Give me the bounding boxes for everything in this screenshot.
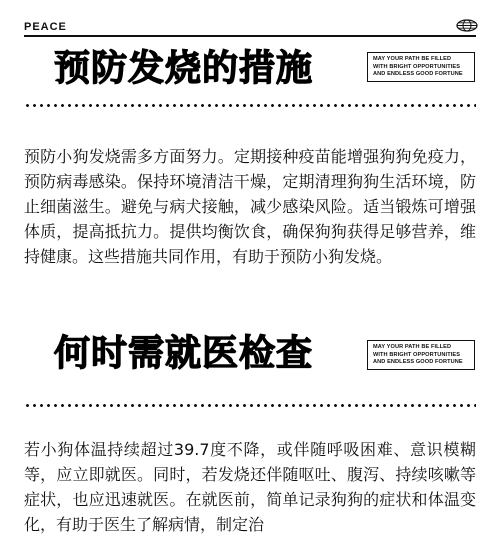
dotted-divider [24,104,476,107]
section-body-when-to-see-vet: 若小狗体温持续超过39.7度不降，或伴随呼吸困难、意识模糊等，应立即就医。同时，若发烧还伴随呕吐、腹泻、持续咳嗽等症状，也应迅速就医。在就医前，简单记录狗狗的症状和体温变化，有助于医生了解病情，制定治 [24,440,476,534]
top-bar [0,0,500,40]
dotted-divider [24,404,476,407]
tagline-box [367,52,475,82]
header-rule [24,35,476,37]
tagline-box [367,340,475,370]
tagline-line: MAY YOUR PATH BE FILLED [373,56,452,62]
section-title-prevention: 预防发烧的措施 [54,48,314,89]
section-title-when-to-see-vet: 何时需就医检查 [54,333,314,374]
tagline-line: WITH BRIGHT OPPORTUNITIES [373,63,461,70]
tagline-line: MAY YOUR PATH BE FILLED [373,344,452,350]
tagline-line: WITH BRIGHT OPPORTUNITIES [373,351,461,358]
tagline-line: AND ENDLESS GOOD FORTUNE [373,71,463,77]
tagline-line: AND ENDLESS GOOD FORTUNE [373,359,463,365]
globe-icon [456,19,478,32]
brand-label: PEACE [24,21,67,33]
section-body-prevention: 预防小狗发烧需多方面努力。定期接种疫苗能增强狗狗免疫力，预防病毒感染。保持环境清洁干燥，定期清理狗狗生活环境，防止细菌滋生。避免与病犬接触，减少感染风险。适当锻炼可增强体质，提高抵抗力。提供均衡饮食，确保狗狗获得足够营养，维持健康。这些措施共同作用，有助于预防小狗发烧。 [24,147,476,266]
